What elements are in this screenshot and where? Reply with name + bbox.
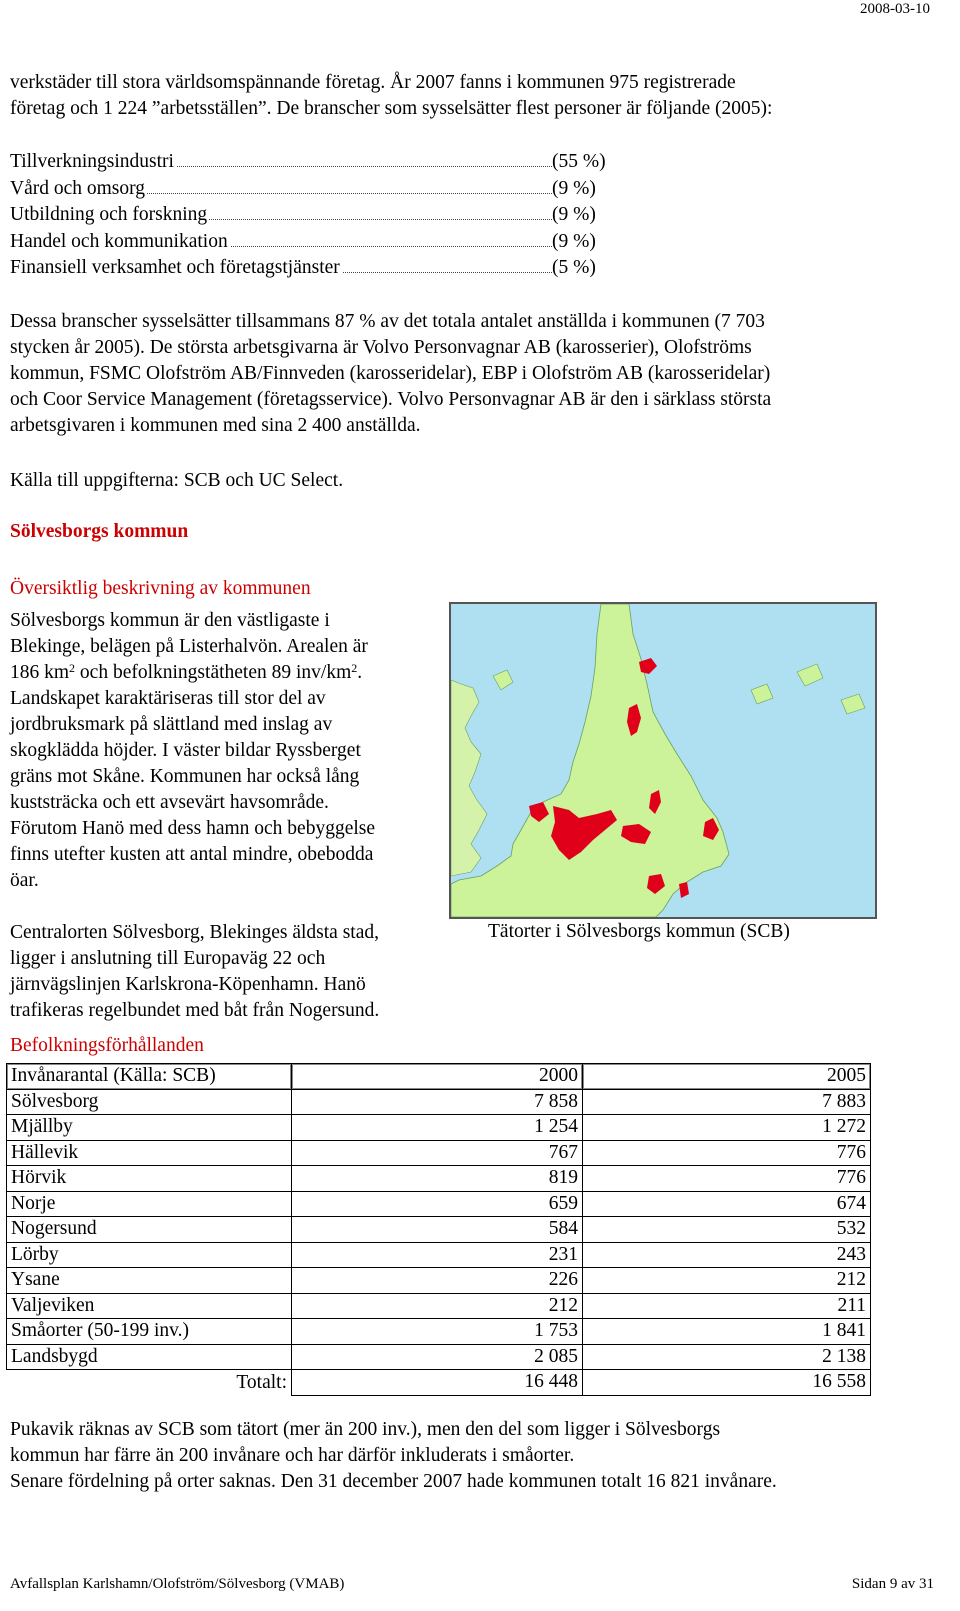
text-line: Pukavik räknas av SCB som tätort (mer än 200 inv.), men den del som ligger i Sölvesborgs [10, 1419, 721, 1440]
text-line: Senare fördelning på orter saknas. Den 31 december 2007 hade kommunen totalt 16 821 invånare. [10, 1471, 777, 1492]
value-cell: 1 272 [583, 1115, 871, 1141]
text-line: Centralorten Sölvesborg, Blekinges äldsta stad, [10, 922, 379, 943]
sector-row [10, 176, 630, 203]
page-number: Sidan 9 av 31 [851, 1576, 934, 1592]
text-line: öar. [10, 870, 39, 891]
table-total-row [7, 1370, 871, 1396]
place-cell: Hörvik [7, 1166, 292, 1192]
summary-paragraph [10, 309, 935, 439]
summary-line: Dessa branscher sysselsätter tillsammans 87 % av det totala antalet anställda i kommunen (7 703 [10, 311, 765, 332]
population-note [10, 1417, 940, 1495]
superscript: 2 [69, 661, 76, 675]
source-note: Källa till uppgifterna: SCB och UC Select. [10, 470, 344, 491]
overview-paragraph [10, 608, 450, 894]
summary-line: och Coor Service Management (företagsservice). Volvo Personvagnar AB är den i särklass största [10, 389, 772, 410]
table-row [7, 1140, 871, 1166]
sector-share: (9 %) [552, 177, 596, 199]
overview-heading: Översiktlig beskrivning av kommunen [10, 578, 311, 599]
sector-name: Finansiell verksamhet och företagstjänster [10, 255, 342, 281]
population-table [6, 1063, 871, 1396]
sector-name: Utbildning och forskning [10, 202, 209, 228]
value-cell: 7 883 [583, 1089, 871, 1115]
text-line: . [357, 662, 363, 683]
table-row [7, 1089, 871, 1115]
sector-row [10, 149, 630, 176]
value-cell: 212 [583, 1268, 871, 1294]
table-row [7, 1191, 871, 1217]
table-row [7, 1319, 871, 1345]
text-line: järnvägslinjen Karlskrona-Köpenhamn. Hanö [10, 974, 366, 995]
sector-share: (55 %) [552, 151, 606, 172]
value-cell: 2 085 [292, 1344, 583, 1370]
sector-share: (9 %) [552, 204, 596, 225]
footer-title: Avfallsplan Karlshamn/Olofström/Sölvesborg (VMAB) [10, 1576, 345, 1592]
text-line: Sölvesborgs kommun är den västligaste i [10, 610, 330, 631]
municipality-map [449, 602, 877, 919]
place-cell: Norje [7, 1191, 292, 1217]
text-line: 186 km [10, 662, 70, 683]
value-cell: 819 [292, 1166, 583, 1192]
sector-row [10, 229, 630, 256]
value-cell: 776 [583, 1166, 871, 1192]
summary-line: stycken år 2005). De största arbetsgivarna är Volvo Personvagnar AB (karosserier), Olofströms [10, 337, 752, 358]
place-cell: Småorter (50-199 inv.) [7, 1319, 292, 1345]
value-cell: 231 [292, 1242, 583, 1268]
table-row [7, 1344, 871, 1370]
value-cell: 767 [292, 1140, 583, 1166]
place-cell: Hällevik [7, 1140, 292, 1166]
value-cell: 1 254 [292, 1115, 583, 1141]
value-cell: 2 138 [583, 1344, 871, 1370]
summary-line: arbetsgivaren i kommunen med sina 2 400 anställda. [10, 415, 421, 436]
intro-line: verkstäder till stora världsomspännande företag. År 2007 fanns i kommunen 975 registrerade [10, 72, 736, 93]
sector-row [10, 202, 630, 229]
table-row [7, 1242, 871, 1268]
sector-name: Vård och omsorg [10, 176, 147, 202]
place-cell: Landsbygd [7, 1344, 292, 1370]
text-line: kuststräcka och ett avsevärt havsområde. [10, 792, 329, 813]
value-cell: 211 [583, 1293, 871, 1319]
sector-share: (5 %) [552, 257, 596, 278]
text-line: kommun har färre än 200 invånare och har därför inkluderats i småorter. [10, 1445, 575, 1466]
text-line: gräns mot Skåne. Kommunen har också lång [10, 766, 360, 787]
total-cell: 16 448 [292, 1370, 583, 1396]
text-line: och befolkningstätheten 89 inv/km [75, 662, 352, 683]
value-cell: 1 753 [292, 1319, 583, 1345]
table-row [7, 1293, 871, 1319]
place-cell: Lörby [7, 1242, 292, 1268]
text-line: ligger i anslutning till Europaväg 22 och [10, 948, 326, 969]
intro-paragraph [10, 70, 935, 122]
header-cell: Invånarantal (Källa: SCB) [7, 1064, 292, 1090]
value-cell: 226 [292, 1268, 583, 1294]
sector-list [10, 149, 630, 282]
map-caption: Tätorter i Sölvesborgs kommun (SCB) [488, 921, 790, 942]
text-line: Förutom Hanö med dess hamn och bebyggelse [10, 818, 376, 839]
table-row [7, 1166, 871, 1192]
value-cell: 7 858 [292, 1089, 583, 1115]
intro-line: företag och 1 224 ”arbetsställen”. De branscher som sysselsätter flest personer är följande (2005): [10, 98, 773, 119]
value-cell: 212 [292, 1293, 583, 1319]
header-cell: 2000 [292, 1064, 583, 1090]
table-row [7, 1268, 871, 1294]
section-title: Sölvesborgs kommun [10, 521, 189, 542]
sector-row [10, 255, 630, 282]
value-cell: 776 [583, 1140, 871, 1166]
value-cell: 243 [583, 1242, 871, 1268]
text-line: finns utefter kusten att antal mindre, obebodda [10, 844, 374, 865]
text-line: Blekinge, belägen på Listerhalvön. Arealen är [10, 636, 368, 657]
central-paragraph [10, 920, 455, 1024]
place-cell: Mjällby [7, 1115, 292, 1141]
place-cell: Ysane [7, 1268, 292, 1294]
table-row [7, 1115, 871, 1141]
value-cell: 674 [583, 1191, 871, 1217]
text-line: jordbruksmark på slättland med inslag av [10, 714, 333, 735]
table-row [7, 1217, 871, 1243]
text-line: skogklädda höjder. I väster bildar Ryssberget [10, 740, 361, 761]
place-cell: Nogersund [7, 1217, 292, 1243]
value-cell: 532 [583, 1217, 871, 1243]
place-cell: Sölvesborg [7, 1089, 292, 1115]
place-cell: Valjeviken [7, 1293, 292, 1319]
value-cell: 659 [292, 1191, 583, 1217]
map-graphic [451, 604, 875, 917]
population-heading: Befolkningsförhållanden [10, 1035, 204, 1056]
table-header-row [7, 1064, 871, 1090]
text-line: trafikeras regelbundet med båt från Nogersund. [10, 1000, 380, 1021]
summary-line: kommun, FSMC Olofström AB/Finnveden (karosseridelar), EBP i Olofström AB (karosseridelar) [10, 363, 771, 384]
sector-name: Tillverkningsindustri [10, 149, 176, 175]
superscript: 2 [351, 661, 358, 675]
page-date: 2008-03-10 [860, 1, 930, 17]
value-cell: 1 841 [583, 1319, 871, 1345]
total-label: Totalt: [7, 1370, 292, 1396]
total-cell: 16 558 [583, 1370, 871, 1396]
text-line: Landskapet karaktäriseras till stor del av [10, 688, 326, 709]
header-cell: 2005 [583, 1064, 871, 1090]
sector-share: (9 %) [552, 230, 596, 252]
value-cell: 584 [292, 1217, 583, 1243]
sector-name: Handel och kommunikation [10, 229, 230, 255]
